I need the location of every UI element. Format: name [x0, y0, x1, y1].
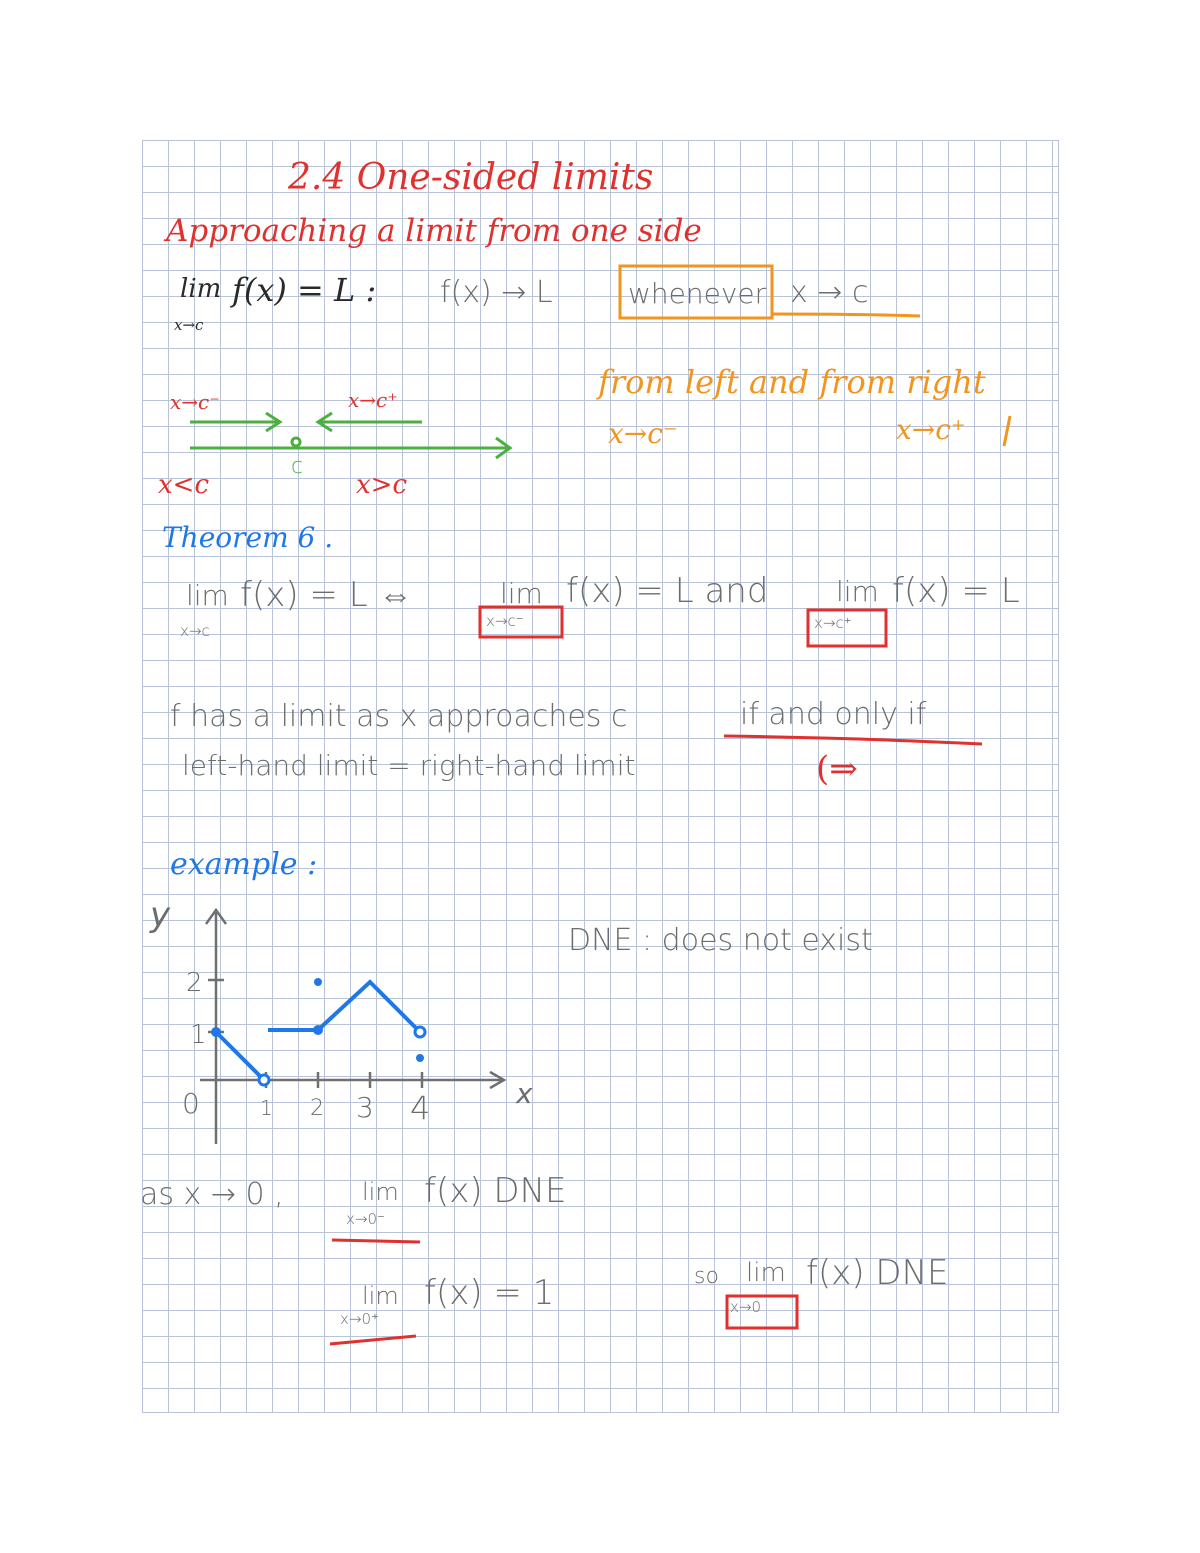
conclusion-expr: f(x) DNE [806, 1253, 949, 1293]
graph-x-tick-4: 4 [410, 1089, 431, 1127]
numline-right-region: x>c [356, 470, 408, 500]
theorem-lhs-sub: x→c [180, 622, 210, 640]
def-right-symbol: x→c⁺ [896, 413, 966, 446]
def-note: from left and from right [598, 363, 986, 401]
def-boxed-whenever: whenever [628, 277, 767, 310]
def-tail-2: x → c [790, 275, 869, 310]
def-lim-sub: x→c [174, 316, 204, 334]
def-expression: f(x) = L : [232, 271, 377, 309]
left-limit-sub: x→0⁻ [346, 1210, 385, 1228]
graph-origin-label: 0 [182, 1087, 200, 1120]
def-lim: lim [180, 274, 222, 304]
conclusion-lim: lim [746, 1258, 786, 1288]
theorem-line-1: f has a limit as x approaches c [170, 699, 628, 734]
def-tail-1: f(x) → L [440, 275, 553, 310]
numline-left-region: x<c [158, 470, 210, 500]
theorem-mid: f(x) = L and [566, 571, 769, 611]
so-label: so [694, 1264, 719, 1289]
theorem-heading: Theorem 6 . [162, 521, 334, 554]
theorem-mid-sub: x→c⁻ [486, 612, 524, 630]
theorem-lhs-lim: lim [186, 579, 229, 612]
numline-right-arrow-label: x→c⁺ [348, 388, 398, 412]
graph-x-tick-3: 3 [356, 1091, 374, 1124]
as-x-to-0-label: as x → 0 , [140, 1177, 284, 1212]
graph-x-tick-1: 1 [260, 1096, 273, 1120]
section-subtitle: Approaching a limit from one side [166, 213, 702, 249]
theorem-rhs-sub: x→c⁺ [814, 614, 852, 632]
right-limit-expr: f(x) = 1 [424, 1273, 555, 1313]
right-limit-sub: x→0⁺ [340, 1310, 379, 1328]
theorem-line-2: left-hand limit = right-hand limit [182, 749, 636, 782]
conclusion-sub: x→0 [730, 1298, 761, 1316]
graph-x-label: x [516, 1077, 533, 1110]
example-heading: example : [170, 847, 318, 882]
def-left-symbol: x→c⁻ [608, 417, 678, 450]
theorem-lhs: f(x) = L ⇔ [240, 575, 413, 615]
left-limit-expr: f(x) DNE [424, 1171, 567, 1211]
theorem-rhs-lim: lim [836, 575, 879, 608]
theorem-mid-lim: lim [500, 577, 543, 610]
dne-note: DNE : does not exist [568, 923, 873, 958]
numline-left-arrow-label: x→c⁻ [170, 390, 220, 414]
graph-x-tick-2: 2 [310, 1096, 324, 1121]
right-limit-lim: lim [362, 1282, 399, 1310]
numline-point-label: c [291, 454, 304, 479]
left-limit-lim: lim [362, 1178, 399, 1206]
theorem-iff: if and only if [740, 697, 927, 732]
page-title: 2.4 One-sided limits [288, 157, 654, 198]
graph-y-tick-1: 1 [190, 1020, 207, 1050]
graph-y-tick-2: 2 [186, 968, 203, 998]
theorem-rhs: f(x) = L [892, 571, 1020, 611]
graph-y-label: y [150, 895, 171, 935]
theorem-iff-symbol: (⇒ [816, 749, 858, 789]
